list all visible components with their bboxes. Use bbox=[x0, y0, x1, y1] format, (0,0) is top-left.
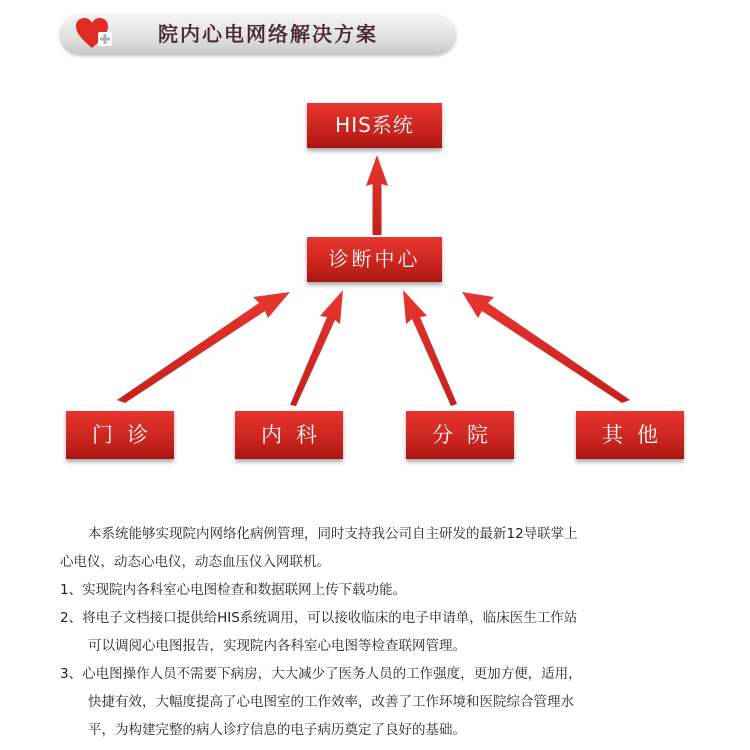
node-his-system: HIS系统 bbox=[307, 103, 442, 148]
node-other: 其他 bbox=[576, 411, 684, 459]
description-text bbox=[60, 520, 700, 744]
node-internal-medicine: 内科 bbox=[235, 411, 343, 459]
intro-line-2: 心电仪，动态心电仪，动态血压仪入网联机。 bbox=[60, 554, 330, 570]
arrow-outpatient-to-center bbox=[117, 292, 290, 403]
feature-item-1: 1、实现院内各科室心电图检查和数据联网上传下载功能。 bbox=[60, 582, 407, 598]
arrow-other-to-center bbox=[462, 292, 630, 403]
feature-item-2-line-1: 2、将电子文档接口提供给HIS系统调用，可以接收临床的电子申请单，临床医生工作站 bbox=[60, 610, 578, 626]
node-outpatient: 门诊 bbox=[66, 411, 174, 459]
feature-item-2-line-2: 可以调阅心电图报告，实现院内各科室心电图等检查联网管理。 bbox=[88, 638, 466, 654]
arrow-internal-to-center bbox=[290, 290, 343, 406]
node-diagnosis-center: 诊断中心 bbox=[307, 237, 442, 282]
intro-line-1: 本系统能够实现院内网络化病例管理，同时支持我公司自主研发的最新12导联掌上 bbox=[88, 526, 578, 542]
feature-item-3-line-1: 3、心电图操作人员不需要下病房，大大减少了医务人员的工作强度，更加方便，适用， bbox=[60, 666, 582, 682]
arrow-branch-to-center bbox=[403, 290, 457, 406]
arrow-center-to-his bbox=[366, 155, 388, 235]
node-branch-hospital: 分院 bbox=[406, 411, 514, 459]
page-title: 院内心电网络解决方案 bbox=[158, 22, 378, 46]
feature-item-3-line-2: 快捷有效，大幅度提高了心电图室的工作效率，改善了工作环境和医院综合管理水 bbox=[88, 694, 574, 710]
feature-item-3-line-3: 平，为构建完整的病人诊疗信息的电子病历奠定了良好的基础。 bbox=[88, 722, 466, 738]
